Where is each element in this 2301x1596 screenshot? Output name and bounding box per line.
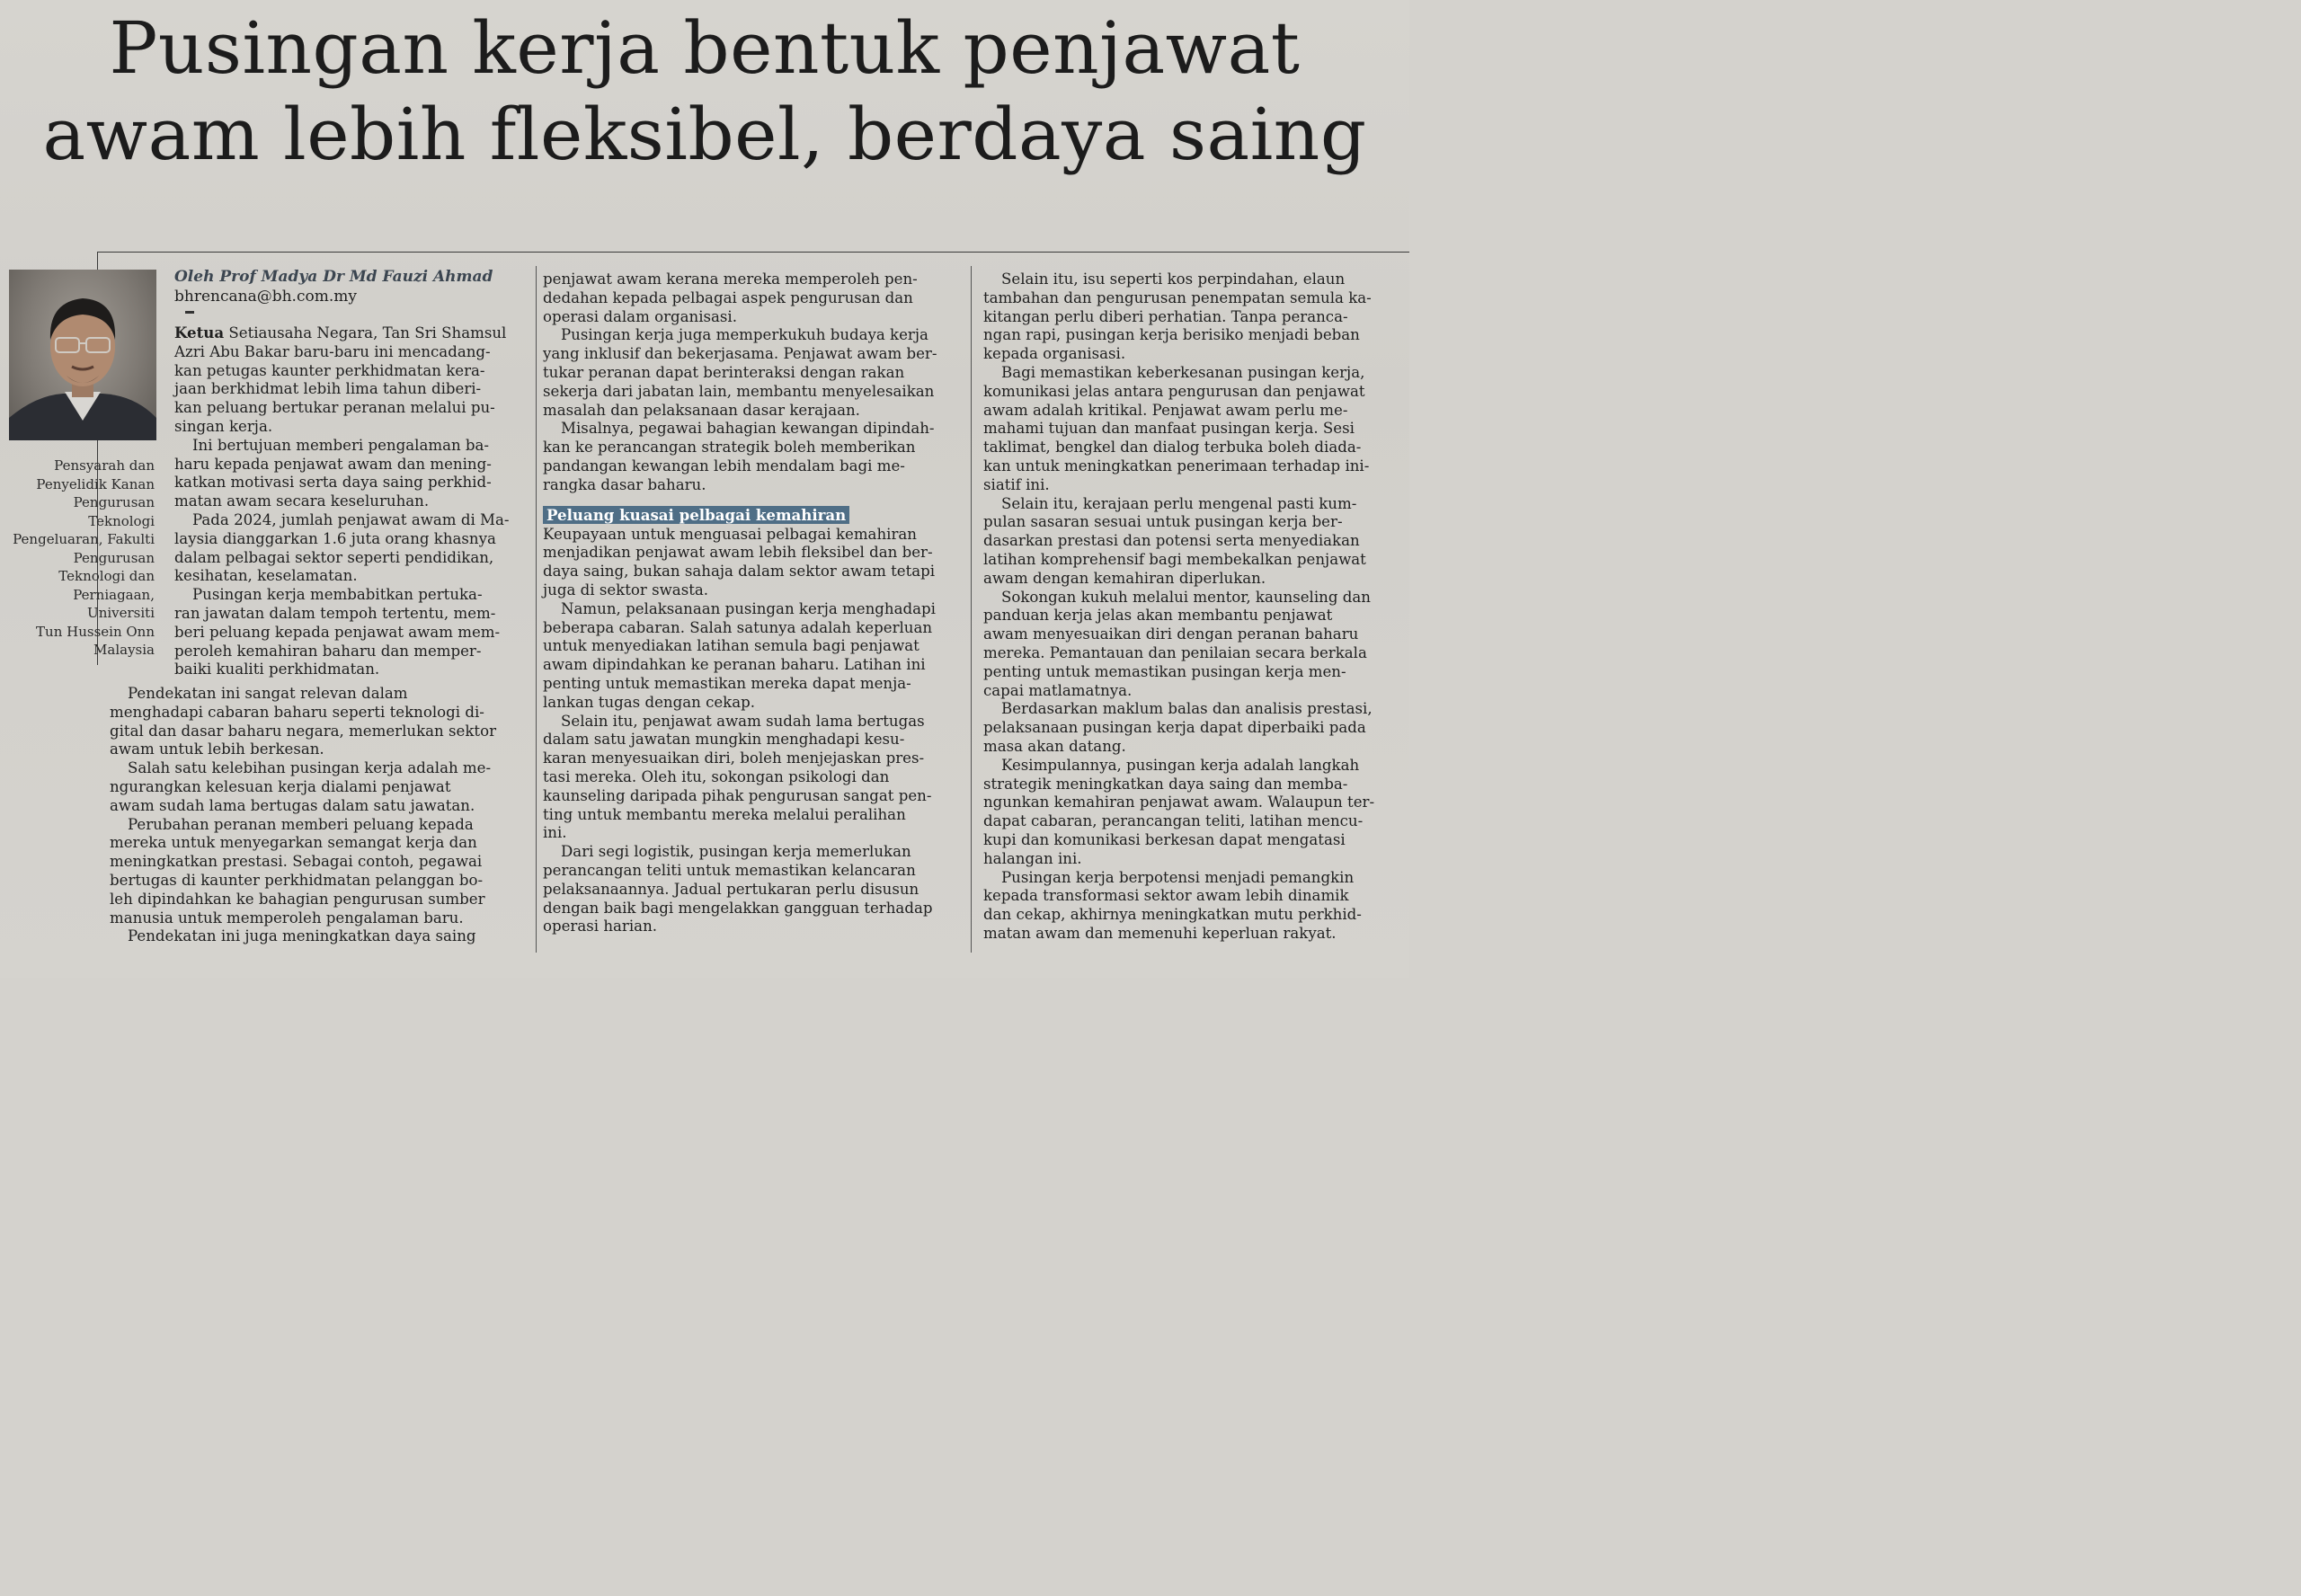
caption-line: Pensyarah dan (54, 457, 155, 474)
text-line: dan cekap, akhirnya meningkatkan mutu perkhid- (983, 906, 1362, 924)
text-line: pelaksanaan pusingan kerja dapat diperbaiki pada (983, 719, 1366, 737)
paragraph (110, 759, 496, 815)
caption-line: Pengurusan (73, 549, 155, 566)
text-line: tasi mereka. Oleh itu, sokongan psikologi dan (543, 767, 890, 785)
text-line: Pada 2024, jumlah penjawat awam di Ma- (192, 510, 510, 528)
article-column-3 (983, 270, 1374, 944)
text-line: leh dipindahkan ke bahagian pengurusan sumber (110, 890, 485, 908)
text-line: awam dengan kemahiran diperlukan. (983, 569, 1266, 587)
text-line: Pusingan kerja juga memperkukuh budaya kerja (561, 326, 928, 344)
paragraph (110, 927, 496, 946)
caption-line: Teknologi (88, 512, 155, 529)
text-line: Dari segi logistik, pusingan kerja memerlukan (561, 843, 911, 861)
text-line: peroleh kemahiran baharu dan memper- (174, 642, 482, 660)
paragraph (543, 270, 937, 326)
text-line: menjadikan penjawat awam lebih fleksibel dan ber- (543, 544, 933, 562)
text-line: taklimat, bengkel dan dialog terbuka boleh diada- (983, 439, 1362, 457)
text-line: Pusingan kerja membabitkan pertuka- (192, 586, 483, 604)
paragraph (983, 589, 1374, 701)
paragraph (983, 757, 1374, 869)
text-line: operasi dalam organisasi. (543, 307, 738, 325)
text-line: operasi harian. (543, 918, 658, 935)
text-line: awam untuk lebih berkesan. (110, 740, 324, 758)
paragraph (543, 326, 937, 420)
author-photo-portrait (9, 270, 156, 440)
text-line: Sokongan kukuh melalui mentor, kaunseling dan (1001, 588, 1371, 606)
text-line: dasarkan prestasi dan potensi serta menyediakan (983, 532, 1360, 550)
paragraph (543, 843, 937, 936)
text-line: Salah satu kelebihan pusingan kerja adalah me- (128, 759, 492, 777)
text-line: Selain itu, kerajaan perlu mengenal pasti kum- (1001, 494, 1357, 512)
text-line: kaunseling daripada pihak pengurusan sangat pen- (543, 786, 932, 804)
text-line: Keupayaan untuk menguasai pelbagai kemahiran (543, 525, 917, 543)
text-line: jaan berkhidmat lebih lima tahun diberi- (174, 380, 482, 398)
text-line: pelaksanaannya. Jadual pertukaran perlu disusun (543, 880, 920, 898)
text-line: dedahan kepada pelbagai aspek pengurusan dan (543, 288, 913, 306)
paragraph (174, 586, 510, 679)
text-line: ngan rapi, pusingan kerja berisiko menjadi beban (983, 326, 1360, 344)
text-line: dalam satu jawatan mungkin menghadapi kesu- (543, 731, 905, 749)
text-line: daya saing, bukan sahaja dalam sektor awam tetapi (543, 563, 936, 581)
text-line: Berdasarkan maklum balas dan analisis prestasi, (1001, 700, 1373, 718)
top-rule (97, 252, 1409, 253)
text-line: masalah dan pelaksanaan dasar kerajaan. (543, 401, 860, 419)
text-line: pulan sasaran sesuai untuk pusingan kerja ber- (983, 513, 1343, 531)
paragraph (983, 869, 1374, 944)
text-line: matan awam dan memenuhi keperluan rakyat. (983, 924, 1337, 942)
text-line: katkan motivasi serta daya saing perkhid- (174, 474, 492, 492)
text-line: Bagi memastikan keberkesanan pusingan kerja, (1001, 363, 1365, 381)
text-line: haru kepada penjawat awam dan mening- (174, 455, 492, 473)
text-line: awam adalah kritikal. Penjawat awam perlu me- (983, 401, 1348, 419)
text-line: Azri Abu Bakar baru-baru ini mencadang- (174, 342, 491, 360)
caption-line: Tun Hussein Onn (36, 623, 155, 640)
text-line: kan peluang bertukar peranan melalui pu- (174, 399, 495, 417)
text-line: awam dipindahkan ke peranan baharu. Latihan ini (543, 656, 926, 674)
text-line: Ini bertujuan memberi pengalaman ba- (192, 436, 490, 454)
caption-line: Universiti (87, 605, 155, 621)
author-photo (9, 270, 156, 440)
decorative-mark (185, 311, 194, 314)
caption-line: Perniagaan, (73, 586, 155, 603)
text-line: singan kerja. (174, 417, 273, 435)
text-line: juga di sektor swasta. (543, 581, 709, 598)
text-line: penting untuk memastikan pusingan kerja men- (983, 662, 1346, 680)
text-line: mereka untuk menyegarkan semangat kerja dan (110, 834, 477, 852)
byline: Oleh Prof Madya Dr Md Fauzi Ahmad (174, 268, 493, 286)
text-line: kan untuk meningkatkan penerimaan terhadap ini- (983, 457, 1370, 474)
text-line: meningkatkan prestasi. Sebagai contoh, pegawai (110, 853, 483, 871)
text-line: Pendekatan ini juga meningkatkan daya saing (128, 927, 476, 945)
text-line: Selain itu, isu seperti kos perpindahan, elaun (1001, 270, 1346, 288)
text-line: beri peluang kepada penjawat awam mem- (174, 623, 501, 641)
column-divider-2 (971, 266, 972, 953)
text-line: panduan kerja jelas akan membantu penjawat (983, 607, 1333, 625)
text-line: bertugas di kaunter perkhidmatan pelanggan bo- (110, 871, 484, 889)
caption-line: Pengurusan (73, 494, 155, 510)
text-line: karan menyesuaikan diri, boleh menjejaskan pres- (543, 749, 925, 767)
headline-line-1: Pusingan kerja bentuk penjawat (109, 6, 1301, 90)
paragraph (543, 713, 937, 844)
text-line: Setiausaha Negara, Tan Sri Shamsul (224, 324, 507, 341)
text-line: rangka dasar baharu. (543, 475, 706, 493)
article-column-2 (543, 270, 937, 936)
paragraph (543, 526, 937, 600)
text-line: yang inklusif dan bekerjasama. Penjawat awam ber- (543, 345, 937, 363)
text-line: manusia untuk memperoleh pengalaman baru. (110, 909, 464, 927)
caption-line: Pengeluaran, Fakulti (13, 531, 155, 547)
text-line: untuk menyediakan latihan semula bagi penjawat (543, 637, 920, 655)
subheading: Peluang kuasai pelbagai kemahiran (543, 506, 849, 524)
author-email: bhrencana@bh.com.my (174, 288, 357, 306)
text-line: ini. (543, 824, 567, 842)
text-line: gital dan dasar baharu negara, memerlukan sektor (110, 722, 496, 740)
text-line: kesihatan, keselamatan. (174, 567, 358, 585)
text-line: perancangan teliti untuk memastikan kelancaran (543, 861, 916, 879)
text-line: sekerja dari jabatan lain, membantu menyelesaikan (543, 382, 935, 400)
text-line: penting untuk memastikan mereka dapat menja- (543, 674, 911, 692)
paragraph (110, 685, 496, 759)
caption-line: Malaysia (93, 642, 155, 658)
text-line: masa akan datang. (983, 737, 1126, 755)
text-line: Namun, pelaksanaan pusingan kerja menghadapi (561, 599, 936, 617)
lead-word: Ketua (174, 324, 225, 341)
paragraph (543, 600, 937, 713)
paragraph (983, 495, 1374, 589)
text-line: Kesimpulannya, pusingan kerja adalah langkah (1001, 756, 1360, 774)
author-caption (5, 457, 155, 660)
text-line: komunikasi jelas antara pengurusan dan penjawat (983, 382, 1365, 400)
newspaper-page (0, 0, 1409, 978)
headline-line-2: awam lebih fleksibel, berdaya saing (42, 93, 1367, 176)
text-line: ngurangkan kelesuan kerja dialami penjawat (110, 777, 451, 795)
text-line: strategik meningkatkan daya saing dan memba- (983, 775, 1348, 793)
text-line: laysia dianggarkan 1.6 juta orang khasnya (174, 529, 496, 547)
headline (0, 5, 1409, 178)
text-line: tambahan dan pengurusan penempatan semula ka- (983, 288, 1372, 306)
text-line: dalam pelbagai sektor seperti pendidikan, (174, 548, 494, 566)
text-line: kan ke perancangan strategik boleh memberikan (543, 439, 916, 457)
text-line: siatif ini. (983, 475, 1050, 493)
paragraph (174, 324, 510, 437)
text-line: halangan ini. (983, 849, 1082, 867)
text-line: baiki kualiti perkhidmatan. (174, 661, 380, 678)
text-line: awam sudah lama bertugas dalam satu jawatan. (110, 796, 475, 814)
text-line: mereka. Pemantauan dan penilaian secara berkala (983, 643, 1367, 661)
text-line: awam menyesuaikan diri dengan peranan baharu (983, 625, 1359, 643)
text-line: ran jawatan dalam tempoh tertentu, mem- (174, 604, 496, 622)
paragraph (543, 420, 937, 494)
text-line: dengan baik bagi mengelakkan gangguan terhadap (543, 899, 933, 917)
text-line: menghadapi cabaran baharu seperti teknologi di- (110, 703, 484, 721)
text-line: lankan tugas dengan cekap. (543, 693, 756, 711)
text-line: Pusingan kerja berpotensi menjadi pemangkin (1001, 868, 1355, 886)
article-column-1-wide (110, 685, 496, 946)
text-line: kitangan perlu diberi perhatian. Tanpa peranca- (983, 307, 1348, 325)
text-line: penjawat awam kerana mereka memperoleh pen- (543, 270, 918, 288)
text-line: beberapa cabaran. Salah satunya adalah keperluan (543, 618, 933, 636)
text-line: mahami tujuan dan manfaat pusingan kerja. Sesi (983, 420, 1355, 438)
text-line: latihan komprehensif bagi membekalkan penjawat (983, 550, 1366, 568)
text-line: ting untuk membantu mereka melalui peralihan (543, 805, 906, 823)
caption-line: Teknologi dan (58, 568, 155, 584)
text-line: capai matlamatnya. (983, 681, 1133, 699)
paragraph (983, 700, 1374, 756)
text-line: matan awam secara keseluruhan. (174, 492, 430, 510)
paragraph (174, 511, 510, 586)
text-line: pandangan kewangan lebih mendalam bagi me- (543, 457, 905, 474)
text-line: kepada organisasi. (983, 345, 1126, 363)
article-column-1 (174, 324, 510, 679)
column-divider-1 (536, 266, 537, 953)
text-line: kepada transformasi sektor awam lebih dinamik (983, 887, 1349, 905)
text-line: Misalnya, pegawai bahagian kewangan dipindah- (561, 420, 935, 438)
paragraph (983, 270, 1374, 364)
text-line: kan petugas kaunter perkhidmatan kera- (174, 361, 485, 379)
paragraph (174, 437, 510, 511)
paragraph (110, 816, 496, 928)
text-line: Pendekatan ini sangat relevan dalam (128, 685, 408, 702)
text-line: Perubahan peranan memberi peluang kepada (128, 815, 474, 833)
text-line: ngunkan kemahiran penjawat awam. Walaupun ter- (983, 794, 1375, 811)
text-line: kupi dan komunikasi berkesan dapat mengatasi (983, 830, 1346, 848)
text-line: Selain itu, penjawat awam sudah lama bertugas (561, 712, 925, 730)
text-line: tukar peranan dapat berinteraksi dengan rakan (543, 363, 905, 381)
paragraph (983, 364, 1374, 495)
text-line: dapat cabaran, perancangan teliti, latihan mencu- (983, 812, 1364, 830)
caption-line: Penyelidik Kanan (36, 475, 155, 492)
